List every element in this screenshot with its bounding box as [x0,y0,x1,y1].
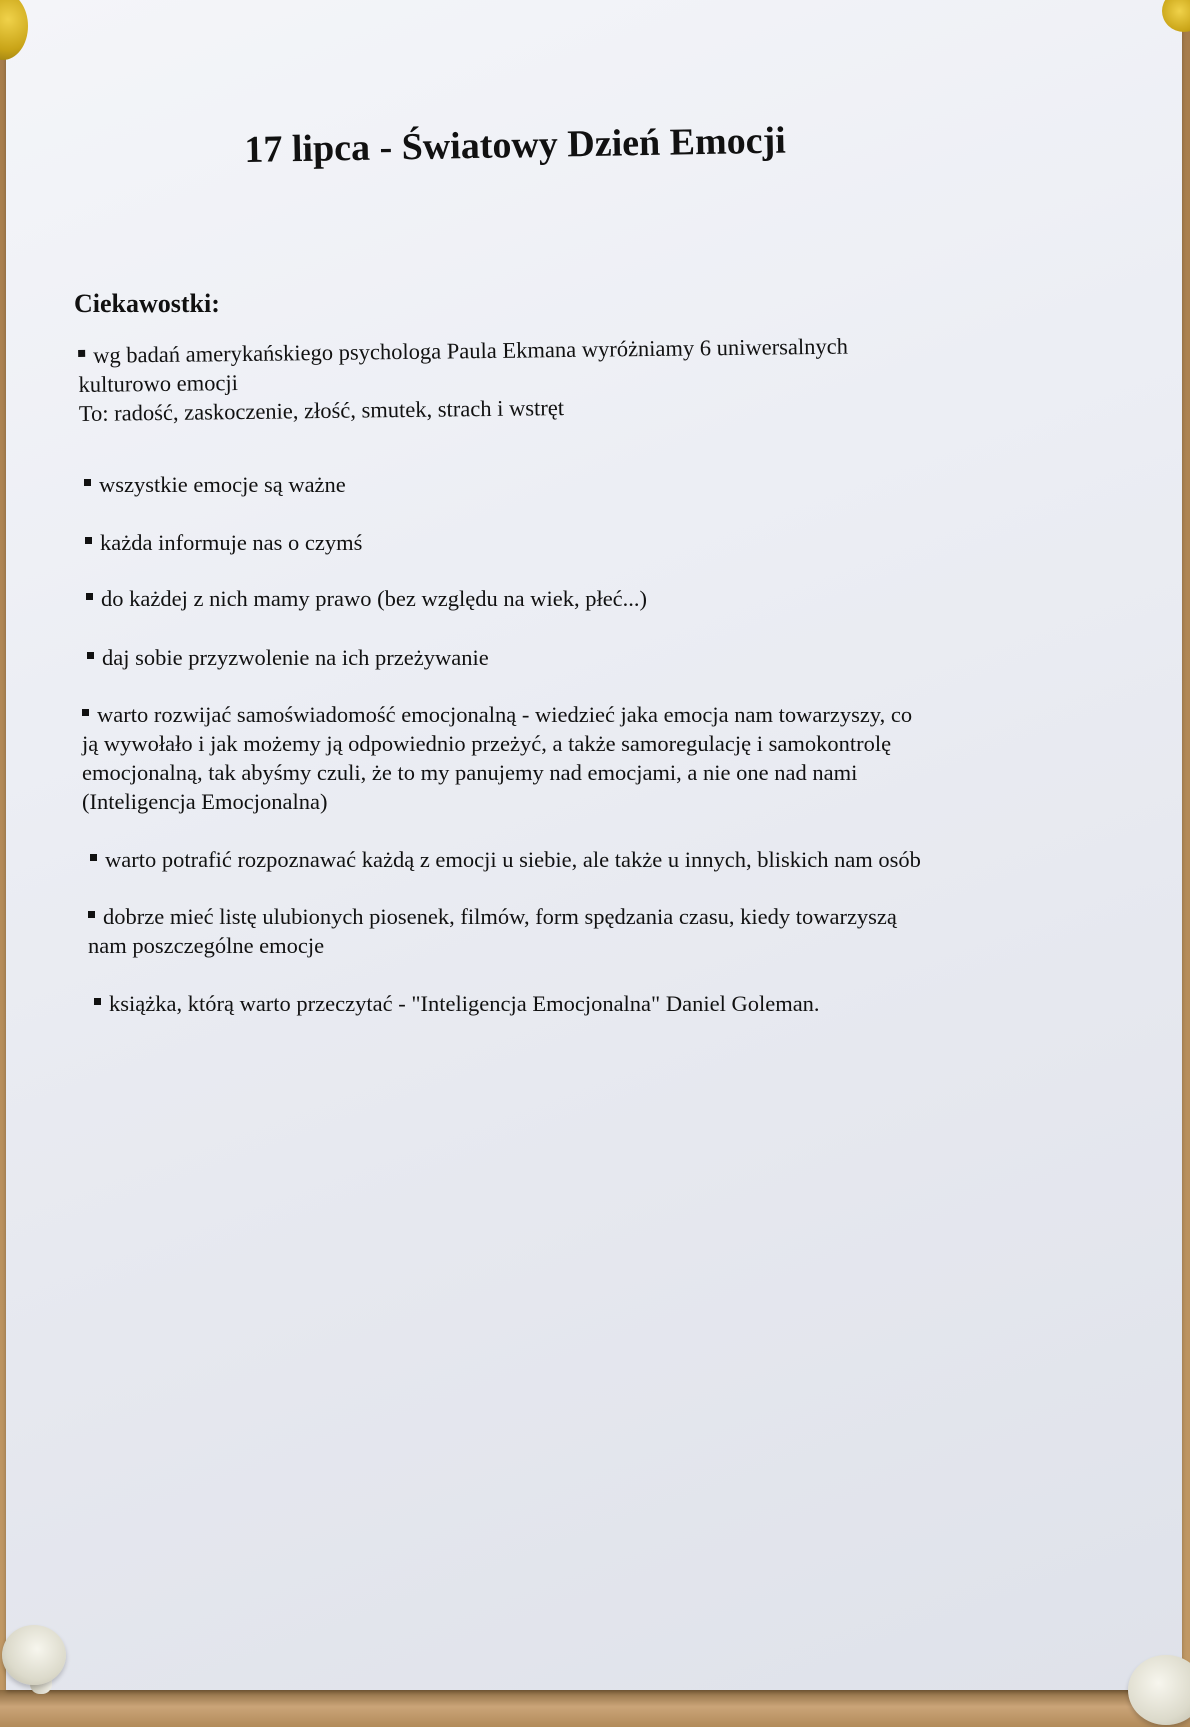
list-item [94,989,820,1018]
list-item-text: daj sobie przyzwolenie na ich przeżywanie [102,645,489,670]
list-item [85,528,362,557]
list-item-text: kulturowo emocji [78,370,239,397]
list-item-text: To: radość, zaskoczenie, złość, smutek, strach i wstręt [78,395,565,426]
list-item-text: emocjonalną, tak abyśmy czuli, że to my panujemy nad emocjami, a nie one nad nami [82,760,858,785]
board-frame-edge [0,1690,1190,1727]
list-item [88,902,897,960]
list-item [87,643,489,672]
list-item [84,470,346,499]
list-item-text: warto rozwijać samoświadomość emocjonalną - wiedzieć jaka emocja nam towarzyszy, co [97,702,913,727]
section-heading: Ciekawostki: [74,289,220,318]
white-pushpin-icon [2,1625,66,1685]
list-item-text: (Inteligencja Emocjonalna) [82,789,328,814]
list-item-text: książka, którą warto przeczytać - "Inteligencja Emocjonalna" Daniel Goleman. [109,991,820,1016]
bullet-icon [90,854,97,861]
bullet-icon [86,593,93,600]
list-item [90,845,921,874]
list-item-text: każda informuje nas o czymś [100,530,363,555]
bullet-icon [78,350,85,357]
list-item-text: wg badań amerykańskiego psychologa Paula Ekmana wyróżniamy 6 uniwersalnych [93,333,849,368]
list-item-text: do każdej z nich mamy prawo (bez względu na wiek, płeć...) [101,586,648,611]
bullet-icon [94,998,101,1005]
bullet-icon [82,709,89,716]
list-item-text: wszystkie emocje są ważne [99,472,346,497]
list-item-text: dobrze mieć listę ulubionych piosenek, filmów, form spędzania czasu, kiedy towarzyszą [103,904,897,929]
list-item-text: ją wywołało i jak możemy ją odpowiednio przeżyć, a także samoregulację i samokontrolę [82,731,892,756]
list-item [86,584,647,613]
list-item [82,700,912,816]
list-item [78,332,849,428]
list-item-text: warto potrafić rozpoznawać każdą z emocji u siebie, ale także u innych, bliskich nam osób [105,847,921,872]
list-item-text: nam poszczególne emocje [88,933,325,958]
bullet-icon [84,479,91,486]
bullet-icon [85,537,92,544]
bullet-icon [88,911,95,918]
document-title: 17 lipca - Światowy Dzień Emocji [244,119,787,171]
bullet-icon [87,652,94,659]
